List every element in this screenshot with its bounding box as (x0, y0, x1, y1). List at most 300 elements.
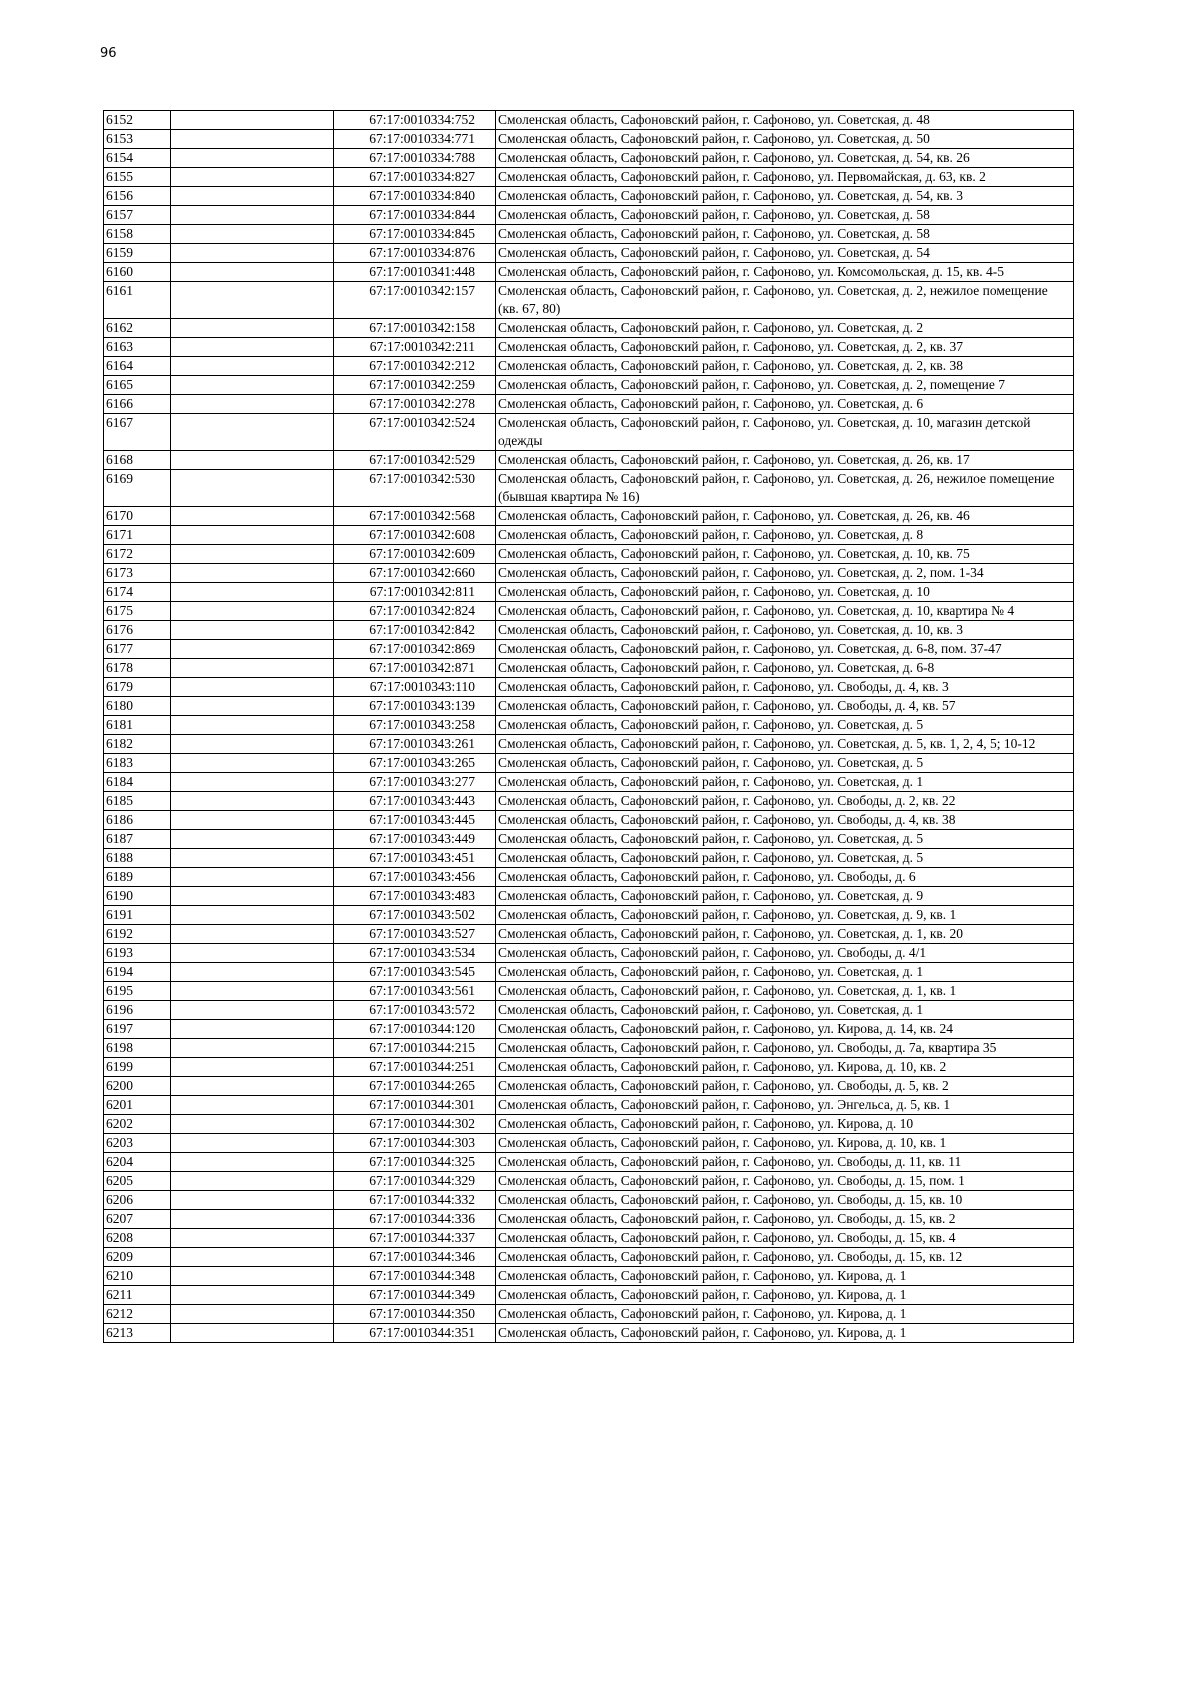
address-cell: Смоленская область, Сафоновский район, г. Сафоново, ул. Советская, д. 54 (496, 244, 1074, 263)
table-row (104, 697, 1074, 716)
cadastral-number-cell: 67:17:0010343:277 (334, 773, 496, 792)
row-number-cell: 6212 (104, 1305, 171, 1324)
row-number-cell: 6187 (104, 830, 171, 849)
cadastral-number-cell: 67:17:0010343:483 (334, 887, 496, 906)
cadastral-number-cell: 67:17:0010334:876 (334, 244, 496, 263)
cadastral-number-cell: 67:17:0010344:332 (334, 1191, 496, 1210)
cadastral-number-cell: 67:17:0010342:529 (334, 451, 496, 470)
address-cell: Смоленская область, Сафоновский район, г. Сафоново, ул. Советская, д. 5 (496, 830, 1074, 849)
table-row (104, 659, 1074, 678)
table-row (104, 868, 1074, 887)
address-cell: Смоленская область, Сафоновский район, г. Сафоново, ул. Советская, д. 10, кв. 75 (496, 545, 1074, 564)
address-cell: Смоленская область, Сафоновский район, г. Сафоново, ул. Кирова, д. 1 (496, 1286, 1074, 1305)
registry-body (104, 111, 1074, 1343)
cadastral-number-cell: 67:17:0010334:827 (334, 168, 496, 187)
address-cell: Смоленская область, Сафоновский район, г. Сафоново, ул. Свободы, д. 7а, квартира 35 (496, 1039, 1074, 1058)
table-row (104, 963, 1074, 982)
table-row (104, 1229, 1074, 1248)
row-number-cell: 6178 (104, 659, 171, 678)
table-row (104, 792, 1074, 811)
cadastral-number-cell: 67:17:0010334:845 (334, 225, 496, 244)
table-row (104, 1001, 1074, 1020)
table-row (104, 225, 1074, 244)
cadastral-number-cell: 67:17:0010344:265 (334, 1077, 496, 1096)
table-row (104, 1039, 1074, 1058)
table-row (104, 545, 1074, 564)
cadastral-number-cell: 67:17:0010342:824 (334, 602, 496, 621)
address-cell: Смоленская область, Сафоновский район, г. Сафоново, ул. Советская, д. 10, кв. 3 (496, 621, 1074, 640)
empty-cell (171, 716, 334, 735)
cadastral-number-cell: 67:17:0010344:349 (334, 1286, 496, 1305)
address-cell: Смоленская область, Сафоновский район, г. Сафоново, ул. Советская, д. 26, нежилое помещение (бывшая квартира № 16) (496, 470, 1074, 507)
address-cell: Смоленская область, Сафоновский район, г. Сафоново, ул. Советская, д. 9, кв. 1 (496, 906, 1074, 925)
table-row (104, 1248, 1074, 1267)
cadastral-number-cell: 67:17:0010334:752 (334, 111, 496, 130)
cadastral-number-cell: 67:17:0010344:337 (334, 1229, 496, 1248)
cadastral-number-cell: 67:17:0010342:609 (334, 545, 496, 564)
table-row (104, 451, 1074, 470)
address-cell: Смоленская область, Сафоновский район, г. Сафоново, ул. Советская, д. 2, помещение 7 (496, 376, 1074, 395)
empty-cell (171, 583, 334, 602)
row-number-cell: 6176 (104, 621, 171, 640)
address-cell: Смоленская область, Сафоновский район, г. Сафоново, ул. Советская, д. 54, кв. 3 (496, 187, 1074, 206)
cadastral-number-cell: 67:17:0010342:158 (334, 319, 496, 338)
address-cell: Смоленская область, Сафоновский район, г. Сафоново, ул. Свободы, д. 15, кв. 12 (496, 1248, 1074, 1267)
cadastral-number-cell: 67:17:0010342:568 (334, 507, 496, 526)
row-number-cell: 6169 (104, 470, 171, 507)
row-number-cell: 6177 (104, 640, 171, 659)
cadastral-number-cell: 67:17:0010342:608 (334, 526, 496, 545)
table-row (104, 1324, 1074, 1343)
empty-cell (171, 640, 334, 659)
empty-cell (171, 526, 334, 545)
empty-cell (171, 754, 334, 773)
empty-cell (171, 1248, 334, 1267)
table-row (104, 1134, 1074, 1153)
row-number-cell: 6201 (104, 1096, 171, 1115)
table-row (104, 621, 1074, 640)
row-number-cell: 6204 (104, 1153, 171, 1172)
empty-cell (171, 1267, 334, 1286)
table-row (104, 1020, 1074, 1039)
row-number-cell: 6166 (104, 395, 171, 414)
empty-cell (171, 735, 334, 754)
table-row (104, 1153, 1074, 1172)
cadastral-number-cell: 67:17:0010344:348 (334, 1267, 496, 1286)
cadastral-number-cell: 67:17:0010343:261 (334, 735, 496, 754)
address-cell: Смоленская область, Сафоновский район, г. Сафоново, ул. Энгельса, д. 5, кв. 1 (496, 1096, 1074, 1115)
table-row (104, 149, 1074, 168)
row-number-cell: 6208 (104, 1229, 171, 1248)
cadastral-number-cell: 67:17:0010342:211 (334, 338, 496, 357)
cadastral-number-cell: 67:17:0010343:527 (334, 925, 496, 944)
empty-cell (171, 925, 334, 944)
row-number-cell: 6161 (104, 282, 171, 319)
address-cell: Смоленская область, Сафоновский район, г. Сафоново, ул. Советская, д. 1 (496, 1001, 1074, 1020)
table-row (104, 640, 1074, 659)
table-row (104, 319, 1074, 338)
empty-cell (171, 414, 334, 451)
cadastral-number-cell: 67:17:0010344:346 (334, 1248, 496, 1267)
cadastral-number-cell: 67:17:0010342:157 (334, 282, 496, 319)
table-row (104, 1115, 1074, 1134)
row-number-cell: 6164 (104, 357, 171, 376)
row-number-cell: 6159 (104, 244, 171, 263)
table-row (104, 1172, 1074, 1191)
table-row (104, 1096, 1074, 1115)
address-cell: Смоленская область, Сафоновский район, г. Сафоново, ул. Свободы, д. 5, кв. 2 (496, 1077, 1074, 1096)
row-number-cell: 6195 (104, 982, 171, 1001)
empty-cell (171, 206, 334, 225)
empty-cell (171, 168, 334, 187)
address-cell: Смоленская область, Сафоновский район, г. Сафоново, ул. Советская, д. 10 (496, 583, 1074, 602)
table-row (104, 1058, 1074, 1077)
empty-cell (171, 1001, 334, 1020)
address-cell: Смоленская область, Сафоновский район, г. Сафоново, ул. Кирова, д. 1 (496, 1305, 1074, 1324)
address-cell: Смоленская область, Сафоновский район, г. Сафоново, ул. Советская, д. 2, кв. 37 (496, 338, 1074, 357)
table-row (104, 678, 1074, 697)
cadastral-number-cell: 67:17:0010343:561 (334, 982, 496, 1001)
empty-cell (171, 564, 334, 583)
empty-cell (171, 1324, 334, 1343)
table-row (104, 944, 1074, 963)
cadastral-number-cell: 67:17:0010343:265 (334, 754, 496, 773)
row-number-cell: 6182 (104, 735, 171, 754)
address-cell: Смоленская область, Сафоновский район, г. Сафоново, ул. Советская, д. 10, квартира № 4 (496, 602, 1074, 621)
table-row (104, 773, 1074, 792)
table-row (104, 716, 1074, 735)
empty-cell (171, 678, 334, 697)
cadastral-number-cell: 67:17:0010344:351 (334, 1324, 496, 1343)
cadastral-number-cell: 67:17:0010343:139 (334, 697, 496, 716)
row-number-cell: 6156 (104, 187, 171, 206)
row-number-cell: 6198 (104, 1039, 171, 1058)
empty-cell (171, 1286, 334, 1305)
table-row (104, 602, 1074, 621)
row-number-cell: 6173 (104, 564, 171, 583)
address-cell: Смоленская область, Сафоновский район, г. Сафоново, ул. Советская, д. 8 (496, 526, 1074, 545)
cadastral-number-cell: 67:17:0010334:771 (334, 130, 496, 149)
table-row (104, 564, 1074, 583)
empty-cell (171, 545, 334, 564)
address-cell: Смоленская область, Сафоновский район, г. Сафоново, ул. Советская, д. 9 (496, 887, 1074, 906)
empty-cell (171, 1172, 334, 1191)
row-number-cell: 6209 (104, 1248, 171, 1267)
address-cell: Смоленская область, Сафоновский район, г. Сафоново, ул. Советская, д. 5 (496, 849, 1074, 868)
address-cell: Смоленская область, Сафоновский район, г. Сафоново, ул. Свободы, д. 6 (496, 868, 1074, 887)
empty-cell (171, 811, 334, 830)
table-row (104, 735, 1074, 754)
address-cell: Смоленская область, Сафоновский район, г. Сафоново, ул. Кирова, д. 10 (496, 1115, 1074, 1134)
empty-cell (171, 244, 334, 263)
row-number-cell: 6157 (104, 206, 171, 225)
table-row (104, 1305, 1074, 1324)
cadastral-number-cell: 67:17:0010344:302 (334, 1115, 496, 1134)
empty-cell (171, 659, 334, 678)
row-number-cell: 6174 (104, 583, 171, 602)
address-cell: Смоленская область, Сафоновский район, г. Сафоново, ул. Советская, д. 1, кв. 1 (496, 982, 1074, 1001)
empty-cell (171, 773, 334, 792)
row-number-cell: 6185 (104, 792, 171, 811)
address-cell: Смоленская область, Сафоновский район, г. Сафоново, ул. Советская, д. 58 (496, 225, 1074, 244)
cadastral-number-cell: 67:17:0010342:869 (334, 640, 496, 659)
empty-cell (171, 906, 334, 925)
cadastral-number-cell: 67:17:0010342:811 (334, 583, 496, 602)
row-number-cell: 6202 (104, 1115, 171, 1134)
address-cell: Смоленская область, Сафоновский район, г. Сафоново, ул. Советская, д. 54, кв. 26 (496, 149, 1074, 168)
table-row (104, 282, 1074, 319)
row-number-cell: 6165 (104, 376, 171, 395)
table-row (104, 470, 1074, 507)
row-number-cell: 6211 (104, 1286, 171, 1305)
row-number-cell: 6167 (104, 414, 171, 451)
row-number-cell: 6170 (104, 507, 171, 526)
row-number-cell: 6186 (104, 811, 171, 830)
table-row (104, 507, 1074, 526)
empty-cell (171, 395, 334, 414)
row-number-cell: 6188 (104, 849, 171, 868)
row-number-cell: 6191 (104, 906, 171, 925)
address-cell: Смоленская область, Сафоновский район, г. Сафоново, ул. Свободы, д. 2, кв. 22 (496, 792, 1074, 811)
row-number-cell: 6175 (104, 602, 171, 621)
empty-cell (171, 602, 334, 621)
address-cell: Смоленская область, Сафоновский район, г. Сафоново, ул. Свободы, д. 15, кв. 2 (496, 1210, 1074, 1229)
table-row (104, 583, 1074, 602)
table-row (104, 849, 1074, 868)
table-row (104, 244, 1074, 263)
cadastral-number-cell: 67:17:0010342:871 (334, 659, 496, 678)
cadastral-number-cell: 67:17:0010342:842 (334, 621, 496, 640)
address-cell: Смоленская область, Сафоновский район, г. Сафоново, ул. Советская, д. 1 (496, 963, 1074, 982)
empty-cell (171, 1020, 334, 1039)
address-cell: Смоленская область, Сафоновский район, г. Сафоново, ул. Советская, д. 2 (496, 319, 1074, 338)
cadastral-number-cell: 67:17:0010343:545 (334, 963, 496, 982)
row-number-cell: 6210 (104, 1267, 171, 1286)
empty-cell (171, 1115, 334, 1134)
empty-cell (171, 111, 334, 130)
cadastral-number-cell: 67:17:0010344:120 (334, 1020, 496, 1039)
cadastral-number-cell: 67:17:0010343:445 (334, 811, 496, 830)
cadastral-number-cell: 67:17:0010334:844 (334, 206, 496, 225)
table-row (104, 811, 1074, 830)
row-number-cell: 6162 (104, 319, 171, 338)
address-cell: Смоленская область, Сафоновский район, г. Сафоново, ул. Советская, д. 58 (496, 206, 1074, 225)
address-cell: Смоленская область, Сафоновский район, г. Сафоново, ул. Советская, д. 6-8 (496, 659, 1074, 678)
address-cell: Смоленская область, Сафоновский район, г. Сафоново, ул. Советская, д. 26, кв. 17 (496, 451, 1074, 470)
empty-cell (171, 830, 334, 849)
cadastral-number-cell: 67:17:0010334:840 (334, 187, 496, 206)
empty-cell (171, 1153, 334, 1172)
address-cell: Смоленская область, Сафоновский район, г. Сафоново, ул. Советская, д. 6-8, пом. 37-47 (496, 640, 1074, 659)
row-number-cell: 6200 (104, 1077, 171, 1096)
empty-cell (171, 451, 334, 470)
empty-cell (171, 1096, 334, 1115)
table-row (104, 206, 1074, 225)
address-cell: Смоленская область, Сафоновский район, г. Сафоново, ул. Советская, д. 5, кв. 1, 2, 4, 5; 10-12 (496, 735, 1074, 754)
empty-cell (171, 697, 334, 716)
table-row (104, 168, 1074, 187)
table-row (104, 1191, 1074, 1210)
empty-cell (171, 1134, 334, 1153)
address-cell: Смоленская область, Сафоновский район, г. Сафоново, ул. Комсомольская, д. 15, кв. 4-5 (496, 263, 1074, 282)
row-number-cell: 6184 (104, 773, 171, 792)
table-row (104, 906, 1074, 925)
page-number: 96 (100, 46, 117, 61)
table-row (104, 1286, 1074, 1305)
empty-cell (171, 849, 334, 868)
row-number-cell: 6155 (104, 168, 171, 187)
row-number-cell: 6183 (104, 754, 171, 773)
empty-cell (171, 982, 334, 1001)
cadastral-number-cell: 67:17:0010343:110 (334, 678, 496, 697)
table-row (104, 376, 1074, 395)
address-cell: Смоленская область, Сафоновский район, г. Сафоново, ул. Советская, д. 2, кв. 38 (496, 357, 1074, 376)
empty-cell (171, 868, 334, 887)
row-number-cell: 6213 (104, 1324, 171, 1343)
empty-cell (171, 963, 334, 982)
empty-cell (171, 263, 334, 282)
empty-cell (171, 621, 334, 640)
address-cell: Смоленская область, Сафоновский район, г. Сафоново, ул. Кирова, д. 1 (496, 1267, 1074, 1286)
row-number-cell: 6194 (104, 963, 171, 982)
row-number-cell: 6158 (104, 225, 171, 244)
row-number-cell: 6206 (104, 1191, 171, 1210)
empty-cell (171, 149, 334, 168)
row-number-cell: 6171 (104, 526, 171, 545)
empty-cell (171, 944, 334, 963)
empty-cell (171, 338, 334, 357)
address-cell: Смоленская область, Сафоновский район, г. Сафоново, ул. Советская, д. 2, пом. 1-34 (496, 564, 1074, 583)
table-row (104, 1077, 1074, 1096)
cadastral-number-cell: 67:17:0010341:448 (334, 263, 496, 282)
address-cell: Смоленская область, Сафоновский район, г. Сафоново, ул. Советская, д. 1, кв. 20 (496, 925, 1074, 944)
row-number-cell: 6196 (104, 1001, 171, 1020)
row-number-cell: 6193 (104, 944, 171, 963)
empty-cell (171, 225, 334, 244)
address-cell: Смоленская область, Сафоновский район, г. Сафоново, ул. Советская, д. 6 (496, 395, 1074, 414)
address-cell: Смоленская область, Сафоновский район, г. Сафоново, ул. Советская, д. 48 (496, 111, 1074, 130)
row-number-cell: 6181 (104, 716, 171, 735)
address-cell: Смоленская область, Сафоновский район, г. Сафоново, ул. Свободы, д. 15, кв. 10 (496, 1191, 1074, 1210)
empty-cell (171, 470, 334, 507)
address-cell: Смоленская область, Сафоновский район, г. Сафоново, ул. Свободы, д. 4, кв. 38 (496, 811, 1074, 830)
address-cell: Смоленская область, Сафоновский район, г. Сафоново, ул. Кирова, д. 10, кв. 1 (496, 1134, 1074, 1153)
row-number-cell: 6189 (104, 868, 171, 887)
cadastral-number-cell: 67:17:0010344:215 (334, 1039, 496, 1058)
cadastral-number-cell: 67:17:0010344:329 (334, 1172, 496, 1191)
table-row (104, 414, 1074, 451)
empty-cell (171, 319, 334, 338)
cadastral-number-cell: 67:17:0010343:451 (334, 849, 496, 868)
table-row (104, 263, 1074, 282)
empty-cell (171, 376, 334, 395)
cadastral-number-cell: 67:17:0010344:350 (334, 1305, 496, 1324)
cadastral-number-cell: 67:17:0010344:336 (334, 1210, 496, 1229)
address-cell: Смоленская область, Сафоновский район, г. Сафоново, ул. Советская, д. 26, кв. 46 (496, 507, 1074, 526)
address-cell: Смоленская область, Сафоновский район, г. Сафоново, ул. Свободы, д. 15, кв. 4 (496, 1229, 1074, 1248)
address-cell: Смоленская область, Сафоновский район, г. Сафоново, ул. Советская, д. 5 (496, 754, 1074, 773)
cadastral-number-cell: 67:17:0010343:572 (334, 1001, 496, 1020)
row-number-cell: 6180 (104, 697, 171, 716)
table-row (104, 1210, 1074, 1229)
cadastral-number-cell: 67:17:0010342:660 (334, 564, 496, 583)
empty-cell (171, 792, 334, 811)
row-number-cell: 6190 (104, 887, 171, 906)
cadastral-number-cell: 67:17:0010343:449 (334, 830, 496, 849)
address-cell: Смоленская область, Сафоновский район, г. Сафоново, ул. Свободы, д. 4, кв. 3 (496, 678, 1074, 697)
table-row (104, 357, 1074, 376)
empty-cell (171, 282, 334, 319)
row-number-cell: 6172 (104, 545, 171, 564)
table-row (104, 754, 1074, 773)
empty-cell (171, 1039, 334, 1058)
cadastral-number-cell: 67:17:0010344:301 (334, 1096, 496, 1115)
cadastral-number-cell: 67:17:0010344:251 (334, 1058, 496, 1077)
cadastral-number-cell: 67:17:0010334:788 (334, 149, 496, 168)
address-cell: Смоленская область, Сафоновский район, г. Сафоново, ул. Первомайская, д. 63, кв. 2 (496, 168, 1074, 187)
row-number-cell: 6179 (104, 678, 171, 697)
empty-cell (171, 1210, 334, 1229)
empty-cell (171, 887, 334, 906)
row-number-cell: 6203 (104, 1134, 171, 1153)
address-cell: Смоленская область, Сафоновский район, г. Сафоново, ул. Свободы, д. 4/1 (496, 944, 1074, 963)
row-number-cell: 6199 (104, 1058, 171, 1077)
cadastral-number-cell: 67:17:0010342:212 (334, 357, 496, 376)
property-registry-table (103, 110, 1074, 1343)
cadastral-number-cell: 67:17:0010342:524 (334, 414, 496, 451)
cadastral-number-cell: 67:17:0010342:530 (334, 470, 496, 507)
address-cell: Смоленская область, Сафоновский район, г. Сафоново, ул. Советская, д. 1 (496, 773, 1074, 792)
empty-cell (171, 1305, 334, 1324)
row-number-cell: 6197 (104, 1020, 171, 1039)
address-cell: Смоленская область, Сафоновский район, г. Сафоново, ул. Кирова, д. 14, кв. 24 (496, 1020, 1074, 1039)
address-cell: Смоленская область, Сафоновский район, г. Сафоново, ул. Свободы, д. 15, пом. 1 (496, 1172, 1074, 1191)
table-row (104, 887, 1074, 906)
table-row (104, 187, 1074, 206)
row-number-cell: 6160 (104, 263, 171, 282)
row-number-cell: 6168 (104, 451, 171, 470)
cadastral-number-cell: 67:17:0010342:278 (334, 395, 496, 414)
row-number-cell: 6192 (104, 925, 171, 944)
row-number-cell: 6207 (104, 1210, 171, 1229)
table-row (104, 925, 1074, 944)
address-cell: Смоленская область, Сафоновский район, г. Сафоново, ул. Советская, д. 50 (496, 130, 1074, 149)
row-number-cell: 6205 (104, 1172, 171, 1191)
table-row (104, 111, 1074, 130)
empty-cell (171, 1229, 334, 1248)
table-row (104, 982, 1074, 1001)
cadastral-number-cell: 67:17:0010344:303 (334, 1134, 496, 1153)
cadastral-number-cell: 67:17:0010343:502 (334, 906, 496, 925)
address-cell: Смоленская область, Сафоновский район, г. Сафоново, ул. Советская, д. 10, магазин детской одежды (496, 414, 1074, 451)
cadastral-number-cell: 67:17:0010344:325 (334, 1153, 496, 1172)
address-cell: Смоленская область, Сафоновский район, г. Сафоново, ул. Свободы, д. 4, кв. 57 (496, 697, 1074, 716)
address-cell: Смоленская область, Сафоновский район, г. Сафоново, ул. Советская, д. 5 (496, 716, 1074, 735)
empty-cell (171, 1077, 334, 1096)
address-cell: Смоленская область, Сафоновский район, г. Сафоново, ул. Свободы, д. 11, кв. 11 (496, 1153, 1074, 1172)
row-number-cell: 6163 (104, 338, 171, 357)
cadastral-number-cell: 67:17:0010343:534 (334, 944, 496, 963)
table-row (104, 526, 1074, 545)
address-cell: Смоленская область, Сафоновский район, г. Сафоново, ул. Советская, д. 2, нежилое помещение (кв. 67, 80) (496, 282, 1074, 319)
empty-cell (171, 1058, 334, 1077)
empty-cell (171, 357, 334, 376)
cadastral-number-cell: 67:17:0010343:258 (334, 716, 496, 735)
address-cell: Смоленская область, Сафоновский район, г. Сафоново, ул. Кирова, д. 10, кв. 2 (496, 1058, 1074, 1077)
table-row (104, 395, 1074, 414)
table-row (104, 130, 1074, 149)
row-number-cell: 6152 (104, 111, 171, 130)
